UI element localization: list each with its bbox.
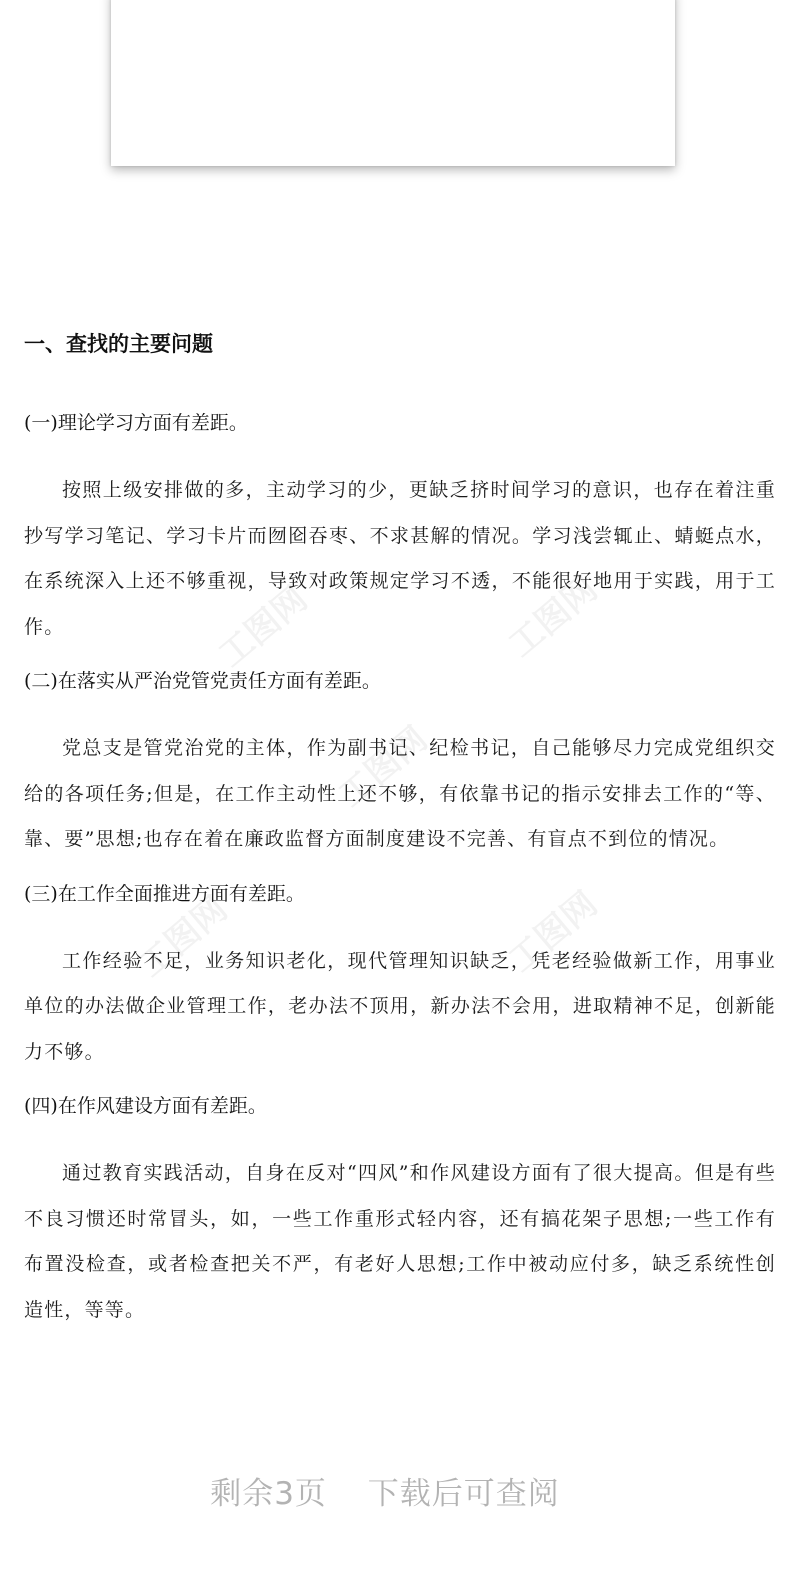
watermark-text: 工图网 bbox=[501, 884, 606, 981]
watermark-text: 工图网 bbox=[131, 889, 236, 986]
item-paragraph: 党总支是管党治党的主体，作为副书记、纪检书记，自己能够尽力完成党组织交给的各项任务;但是，在工作主动性上还不够，有依靠书记的指示安排去工作的“等、靠、要”思想;也存在着在廉政监督方面制度建设不完善、有盲点不到位的情况。 bbox=[24, 737, 776, 850]
item-paragraph: 通过教育实践活动，自身在反对“四风”和作风建设方面有了很大提高。但是有些不良习惯还时常冒头，如，一些工作重形式轻内容，还有搞花架子思想;一些工作有布置没检查，或者检查把关不严，有老好人思想;工作中被动应付多，缺乏系统性创造性，等等。 bbox=[24, 1162, 776, 1321]
watermark-text: 工图网 bbox=[331, 719, 436, 816]
item-heading: (二)在落实从严治党管党责任方面有差距。 bbox=[24, 670, 381, 692]
watermark-text: 工图网 bbox=[501, 569, 606, 666]
item-paragraph: 工作经验不足，业务知识老化，现代管理知识缺乏，凭老经验做新工作，用事业单位的办法做企业管理工作，老办法不顶用，新办法不会用，进取精神不足，创新能力不够。 bbox=[24, 949, 776, 1063]
download-to-view-label: 下载后可查阅 bbox=[367, 1476, 560, 1512]
item-heading: (三)在工作全面推进方面有差距。 bbox=[24, 882, 305, 905]
watermark-text: 工图网 bbox=[211, 579, 316, 676]
download-prompt[interactable] bbox=[0, 1468, 770, 1513]
remaining-pages-label: 剩余3页 bbox=[210, 1476, 327, 1512]
section-title: 一、查找的主要问题 bbox=[24, 332, 213, 356]
item-heading: (四)在作风建设方面有差距。 bbox=[24, 1095, 267, 1117]
document-body bbox=[24, 322, 776, 1333]
item-paragraph: 按照上级安排做的多，主动学习的少，更缺乏挤时间学习的意识，也存在着注重抄写学习笔记、学习卡片而囫囵吞枣、不求甚解的情况。学习浅尝辄止、蜻蜓点水，在系统深入上还不够重视，导致对政策规定学习不透，不能很好地用于实践，用于工作。 bbox=[24, 479, 776, 638]
item-heading: (一)理论学习方面有差距。 bbox=[24, 412, 248, 434]
document-preview-card bbox=[111, 0, 675, 166]
